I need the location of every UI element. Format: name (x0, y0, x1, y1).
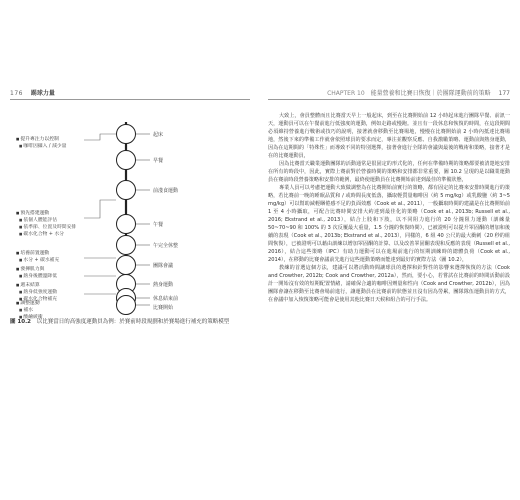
left-page-number: 176 (10, 90, 23, 97)
step-label: 熱身運動 (153, 282, 174, 288)
strategy-item: ■ 補水 (16, 307, 84, 314)
step-label: 休息結束前 (153, 296, 179, 302)
strategy-item: ■ 依個人體能評估 (16, 217, 84, 224)
paragraph: 教練的首選這個方法，建議可以將活動時間讓球員的選擇和針對性的影響來選擇恢復的方法（Cook and Crowther, 2012b; Cook and Crowther, 2012a），然而，要小心，若嘗試在比賽前的時間活動前設計一開始沒有效的短期配置情緒，請確保合適的咖啡因劑量和性向（Cook and Crowther, 2012b），因為團隊會讓在移動至比賽會場前進行，讓運動員在比賽前的狀態並且沒有因為勞累，團隊隊伍運動員的方式，在會議中加入恢復策略可能會是使用其他比賽日天候和組合的可行手法。 (268, 265, 510, 303)
step-label: 團隊會議 (153, 263, 174, 269)
left-leaders (84, 134, 116, 294)
paragraph: 專業人員可以考慮把運動大致做調整為在比賽開始前實行的策略，都有固定的比賽來安排時間進行的策略，若比賽前一晚的睡眠品質和 / 或時間長度低落，攝取輕質量咖啡因（約 5 mg/kg）或乳酸鹽（約 3~5 mg/kg）可以幫助減輕睏倦感不足的負面效應（Cook et al., 2011），一般攝取時間的建議是在比賽開始前 1 至 4 小時攝取，可配合比賽時間安排大約達到最佳化的策略（Cook et al., 2013b; Russell et al., 2016; Ekstrand et al., 2013），結合上肢和下肢，以不同阻力進行的 20 分鐘阻力運動（訓練量 50~70~90 和 100% 的 3 次反覆最大重量，1.5 分鐘的恢復時間），已被證明可以提升睪固酮的增加和後續的表現（Cook et al., 2013b; Ekstrand et al., 2013），同樣的，6 組 40 公尺的最大衝刺（20 秒的組間恢復），已被證明可以藉由訓練以增加睪固酮的計算、以及改善睪固酮表現和反應的表現（Russell et al., 2016），結合這些策略（IPC）有助力運動可以在進場前進行的短期訓練時的總體負荷（Cook et al., 2014），在移動的比賽會議前先進行這些運動策略而能達到最好的實際方法（圖 10.2）， (268, 185, 510, 263)
strategy-item: ■ 依季節、位置及時間安排 (16, 224, 84, 231)
book-title: 踢球力量 (30, 90, 55, 97)
body-text (268, 112, 510, 304)
timeline-node (116, 124, 136, 144)
paragraph: 大致上，會員整體而且比賽當天早上一般起床，到至在比賽開始前 12 小時起床進行團隊早餐、前訊一天，運動員可以在午餐前進行低強度的運動，例如走路或慢跑。並且有一段休息和恢復的時間，在這段期間必須維持營養進行戰術或技巧的說明，接著就會移動至比賽場地，慢慢在比賽開始前 2 小時內抵達比賽場地，然後下來的準備工作就會依照球員的要求而定，專注並觀察反應、自我激勵策略、運動前與熱身運動，因為在這期間的「特殊性」而導致不同的特別選擇，接著會進行全隊的會議與最後的戰術和策略，接著才是在的比賽運動員， (268, 113, 510, 159)
strategy-heading: ■ 培養前置運動 (16, 250, 84, 257)
strategy-item: ■ 碳水化合物 + 水分 (16, 231, 84, 238)
step-label: 比賽開始 (153, 305, 174, 311)
timeline-node (116, 150, 136, 170)
timeline-node (116, 180, 136, 200)
paragraph: 因為比賽當天職業運動團隊的活動通常是很固定的形式化的，任何在準備時期的策略都要被清楚地安排在所有的時段中，因此，實際上賽前對於營養時間的策略和安排都非常重要，圖 10.2 呈現的是以職業運動員在賽前時段營養策略和安排的範例，最終使運動員在比賽開始前達到最佳的準備狀態， (268, 161, 510, 183)
timeline-node (116, 235, 136, 255)
strategy-item: ■ 熱身低強度運動 (16, 289, 84, 296)
timeline-node (116, 295, 136, 315)
step-label: 早餐 (153, 158, 164, 164)
step-label: 午完全休整 (153, 243, 179, 249)
figure-caption (10, 317, 250, 325)
strategy-box (16, 210, 84, 238)
figure-caption-text: 以比賽當日的高強度運動員為例：於賽前時段規劃和於賽場進行補充的策略模型 (36, 319, 230, 325)
step-label: 前淺食運動 (153, 188, 179, 194)
strategy-box (16, 250, 84, 264)
chapter-title: 能量營養和比賽日恢復｜於團隊運動前的策略 (370, 90, 491, 97)
strategy-item: ■ 碳水化合物補充 (16, 296, 84, 303)
strategy-heading: ■ 調整運動 (16, 300, 84, 307)
timeline-diagram (0, 100, 250, 320)
strategy-item: ■ 咖啡因攝入 / 減少量 (16, 143, 84, 150)
timeline-node (116, 214, 136, 234)
step-label: 起床 (153, 132, 164, 138)
header-right (327, 88, 510, 97)
header-left (10, 88, 55, 97)
right-page-number: 177 (498, 90, 510, 97)
right-leaders (136, 134, 150, 305)
strategy-heading: ■ 預先搭建運動 (16, 210, 84, 217)
strategy-item: ■ 酸鹼緩衝 (16, 314, 84, 321)
running-header (0, 86, 520, 100)
strategy-heading: ■ 提升專注力以控制 (16, 136, 84, 143)
header-rule-right (268, 99, 510, 100)
strategy-heading: ■ 週末結算 (16, 282, 84, 289)
strategy-heading: ■ 發揮肌力與 (16, 266, 84, 273)
strategy-item: ■ 水分 + 碳水補充 (16, 257, 84, 264)
timeline-node (116, 255, 136, 275)
strategy-box (16, 136, 84, 150)
strategy-item: ■ 熱身後體溫降低 (16, 273, 84, 280)
step-label: 午餐 (153, 222, 164, 228)
strategy-box (16, 266, 84, 280)
chapter-label: CHAPTER 10 (327, 90, 365, 97)
figure-number: 圖 10.2 (10, 319, 31, 325)
